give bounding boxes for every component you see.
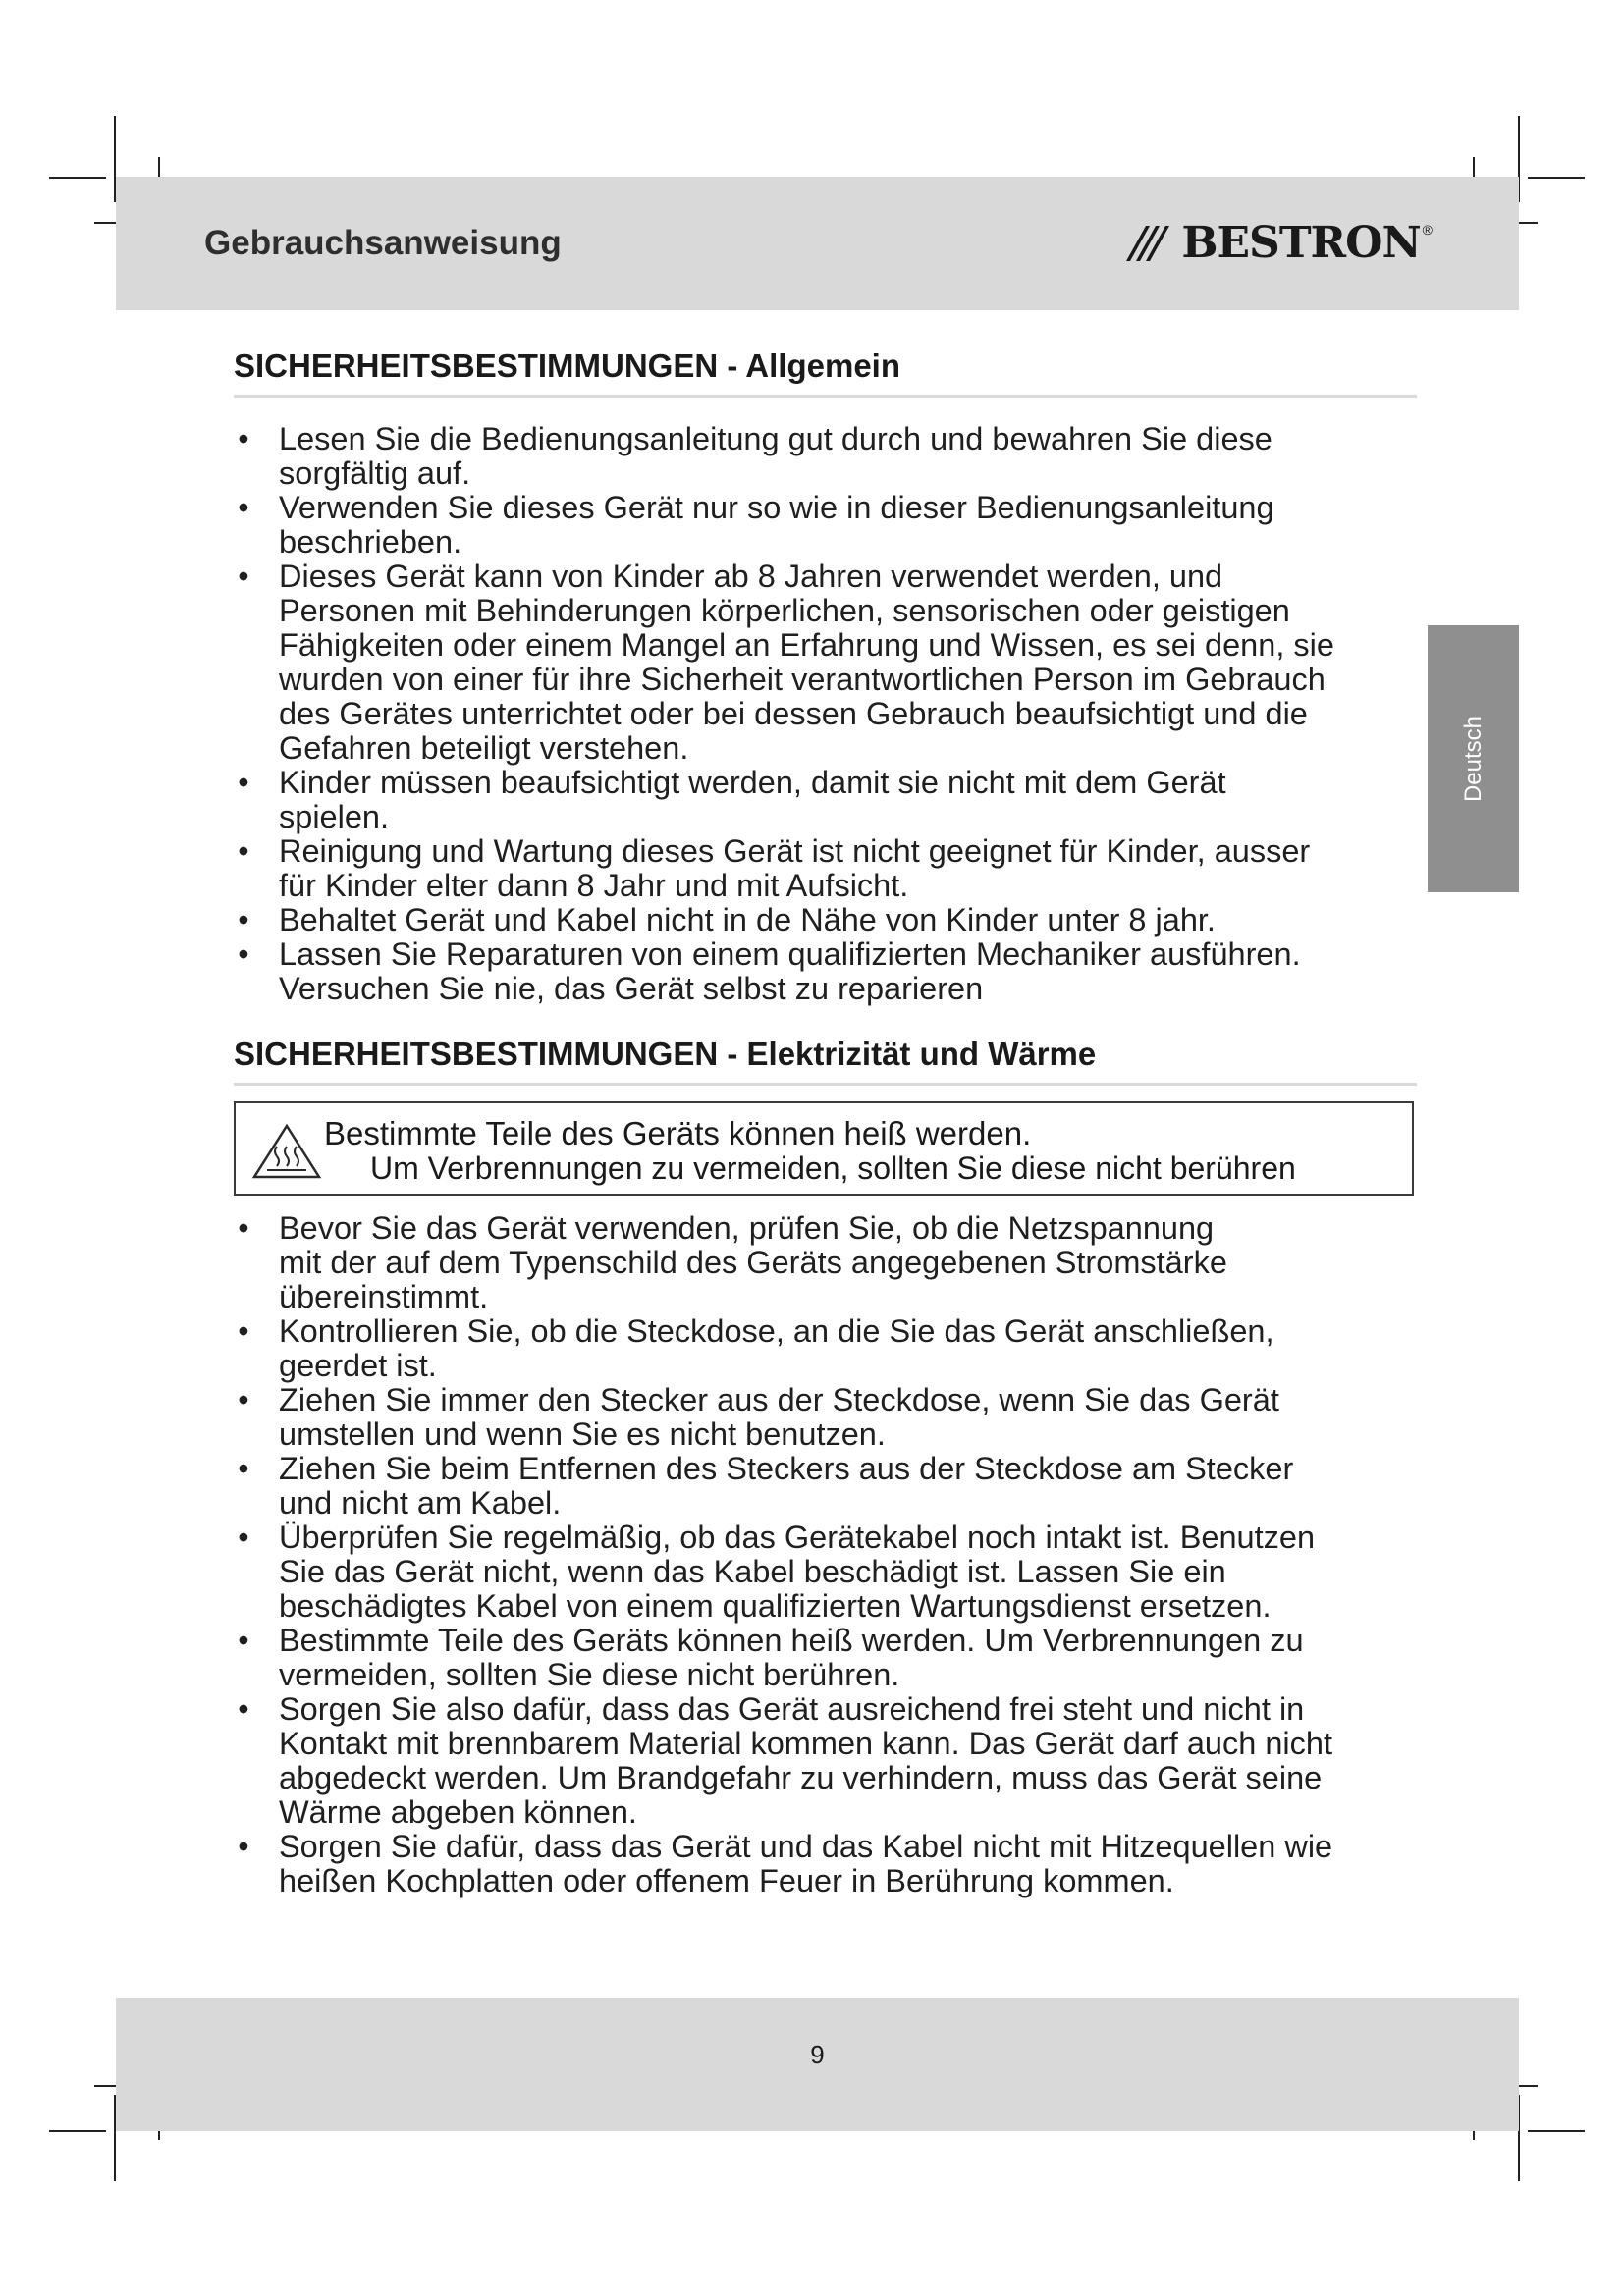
list-item: • Kinder müssen beaufsichtigt werden, damit sie nicht mit dem Gerät spielen. — [234, 766, 1427, 834]
bullet: • — [238, 902, 249, 937]
list-item: • Ziehen Sie immer den Stecker aus der Steckdose, wenn Sie das Gerät umstellen und wenn Sie es nicht benutzen. — [234, 1383, 1427, 1452]
bestron-logo — [1122, 218, 1433, 269]
footer-band — [116, 1998, 1519, 2131]
bullet: • — [238, 1623, 249, 1658]
list-item: • Sorgen Sie dafür, dass das Gerät und das Kabel nicht mit Hitzequellen wie heißen Kochplatten oder offenem Feuer in Berührung kommen. — [234, 1830, 1427, 1898]
bullet: • — [238, 1313, 249, 1349]
list-item: • Bestimmte Teile des Geräts können heiß werden. Um Verbrennungen zu vermeiden, sollten Sie diese nicht berühren. — [234, 1624, 1427, 1692]
general-safety-list — [234, 422, 1427, 1006]
list-item: • Bevor Sie das Gerät verwenden, prüfen Sie, ob die Netzspannung mit der auf dem Typenschild des Geräts angegebenen Stromstärke übereinstimmt. — [234, 1211, 1427, 1314]
bullet: • — [238, 559, 249, 594]
bullet: • — [238, 936, 249, 972]
list-item: • Kontrollieren Sie, ob die Steckdose, an die Sie das Gerät anschließen, geerdet ist. — [234, 1314, 1427, 1383]
bullet: • — [238, 833, 249, 869]
bullet: • — [238, 1210, 249, 1246]
bullet: • — [238, 490, 249, 525]
language-side-tab — [1428, 625, 1519, 892]
bullet: • — [238, 1829, 249, 1864]
list-item: • Ziehen Sie beim Entfernen des Steckers aus der Steckdose am Stecker und nicht am Kabel. — [234, 1452, 1427, 1521]
page-number: 9 — [810, 2040, 825, 2069]
registered-mark: ® — [1422, 222, 1433, 238]
hot-surface-warning-icon — [251, 1123, 322, 1180]
bullet: • — [238, 765, 249, 800]
side-tab-label: Deutsch — [1459, 715, 1487, 803]
list-item: • Lesen Sie die Bedienungsanleitung gut durch und bewahren Sie diese sorgfältig auf. — [234, 422, 1427, 491]
hot-surface-warning-box — [234, 1101, 1414, 1196]
list-item: • Dieses Gerät kann von Kinder ab 8 Jahren verwendet werden, und Personen mit Behinderungen körperlichen, sensorischen oder geistigen Fähigkeiten oder einem Mangel an Erfahrung und Wissen, es sei denn, sie wurden von einer für ihre Sicherheit verantwortlichen Person im Gebrauch des Gerätes unterrichtet oder bei dessen Gebrauch beaufsichtigt und die Gefahren beteiligt verstehen. — [234, 560, 1427, 766]
list-item: • Verwenden Sie dieses Gerät nur so wie in dieser Bedienungsanleitung beschrieben. — [234, 491, 1427, 560]
logo-wordmark: BESTRON — [1181, 218, 1421, 268]
header-band — [116, 177, 1519, 310]
list-item: • Sorgen Sie also dafür, dass das Gerät ausreichend frei steht und nicht in Kontakt mit brennbarem Material kommen kann. Das Gerät darf auch nicht abgedeckt werden. Um Brandgefahr zu verhindern, muss das Gerät seine Wärme abgeben können. — [234, 1692, 1427, 1830]
crop-mark — [49, 2130, 106, 2132]
document-title: Gebrauchsanweisung — [204, 224, 562, 262]
crop-mark — [49, 177, 106, 179]
list-item: • Behaltet Gerät und Kabel nicht in de Nähe von Kinder unter 8 jahr. — [234, 903, 1427, 937]
double-chevron-logo-icon — [1122, 222, 1171, 265]
bullet: • — [238, 1520, 249, 1555]
bullet: • — [238, 1691, 249, 1727]
crop-mark — [1528, 177, 1585, 179]
bullet: • — [238, 1451, 249, 1486]
bullet: • — [238, 421, 249, 456]
list-item: • Überprüfen Sie regelmäßig, ob das Gerätekabel noch intakt ist. Benutzen Sie das Gerät nicht, wenn das Kabel beschädigt ist. Lassen Sie ein beschädigtes Kabel von einem qualifizierten Wartungsdienst ersetzen. — [234, 1521, 1427, 1624]
warning-line-2: Um Verbrennungen zu vermeiden, sollten Sie diese nicht berühren — [370, 1150, 1296, 1186]
section-heading-general: SICHERHEITSBESTIMMUNGEN - Allgemein — [234, 347, 1417, 398]
list-item: • Reinigung und Wartung dieses Gerät ist nicht geeignet für Kinder, ausser für Kinder elter dann 8 Jahr und mit Aufsicht. — [234, 834, 1427, 903]
list-item: • Lassen Sie Reparaturen von einem qualifizierten Mechaniker ausführen. Versuchen Sie nie, das Gerät selbst zu reparieren — [234, 937, 1427, 1006]
crop-mark — [1528, 2130, 1585, 2132]
section-heading-electricity: SICHERHEITSBESTIMMUNGEN - Elektrizität und Wärme — [234, 1036, 1417, 1086]
bullet: • — [238, 1382, 249, 1417]
warning-line-1: Bestimmte Teile des Geräts können heiß werden. — [324, 1115, 1032, 1151]
electricity-safety-list — [234, 1211, 1427, 1898]
